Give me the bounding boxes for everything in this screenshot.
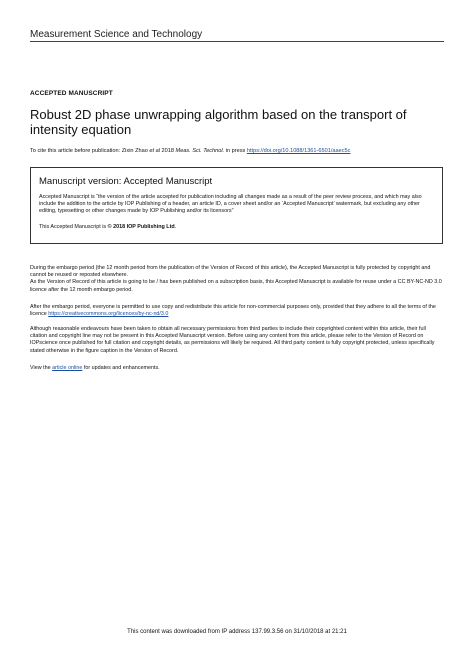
copyright-prefix: This Accepted Manuscript is: [39, 224, 108, 230]
view-online-paragraph: [30, 365, 444, 372]
citation-authors: Zixin Zhao: [121, 148, 150, 154]
manuscript-version-box: [30, 167, 443, 244]
licence-paragraph: [30, 304, 444, 318]
article-title: Robust 2D phase unwrapping algorithm based on the transport of intensity equation: [30, 107, 407, 137]
licence-link[interactable]: https://creativecommons.org/licences/by-nc-nd/3.0: [48, 311, 169, 318]
view-suffix: for updates and enhancements.: [82, 365, 160, 371]
journal-name: Measurement Science and Technology: [30, 29, 203, 40]
accepted-manuscript-definition: Accepted Manuscript is “the version of the article accepted for publication including all changes made as a result of the peer review process, and which may also include the addition to the article by IOP Publishing of a header, an article ID, a cover sheet and/or an ‘Accepted Manuscript’ watermark, but excluding any other editing, typesetting or other changes made by IOP Publishing and/or its licensors”: [39, 194, 422, 214]
citation-journal: Meas. Sci. Technol.: [175, 148, 225, 154]
citation-etal: et al: [149, 148, 160, 154]
view-prefix: View the: [30, 365, 53, 371]
citation-inpress: in press: [224, 148, 247, 154]
licence-text: After the embargo period, everyone is permitted to use copy and redistribute this article for non-commercial purposes only, provided that they adhere to all the terms of the licence: [30, 304, 436, 318]
download-footer: This content was downloaded from IP address 137.99.3.56 on 31/10/2018 at 21:21: [127, 629, 347, 635]
header-divider: [30, 41, 444, 42]
manuscript-label: ACCEPTED MANUSCRIPT: [30, 90, 113, 97]
embargo-paragraph: [30, 265, 444, 294]
box-heading: Manuscript version: Accepted Manuscript: [39, 176, 213, 187]
embargo-reuse-text: As the Version of Record of this article is going to be / has been published on a subscription basis, this Accepted Manuscript is available for reuse under a CC BY-NC-ND 3.0 licence after the 12 month embargo period.: [30, 279, 442, 293]
citation-year: 2018: [159, 148, 176, 154]
copyright-holder: © 2018 IOP Publishing Ltd: [107, 224, 175, 230]
article-online-link[interactable]: article online: [52, 365, 83, 371]
citation-prefix: To cite this article before publication:: [30, 148, 122, 154]
copyright-line: [39, 224, 437, 231]
third-party-paragraph: Although reasonable endeavours have been taken to obtain all necessary permissions from third parties to include their copyrighted content within this article, their full citation and copyright line may not be present in this Accepted Manuscript version. Before using any content from this article, please refer to the Version of Record on IOPscience once published for full citation and copyright details, as permissions will likely be required. All third party content is fully copyright protected, unless specifically stated otherwise in the figure caption in the Version of Record.: [30, 326, 435, 354]
citation-line: [30, 148, 450, 155]
doi-link[interactable]: https://doi.org/10.1088/1361-6501/aaec5c: [246, 148, 351, 154]
copyright-suffix: .: [174, 224, 177, 230]
embargo-text: During the embargo period (the 12 month period from the publication of the Version of Record of this article), the Accepted Manuscript is fully protected by copyright and cannot be reused or reposted elsewhere.: [30, 265, 431, 279]
